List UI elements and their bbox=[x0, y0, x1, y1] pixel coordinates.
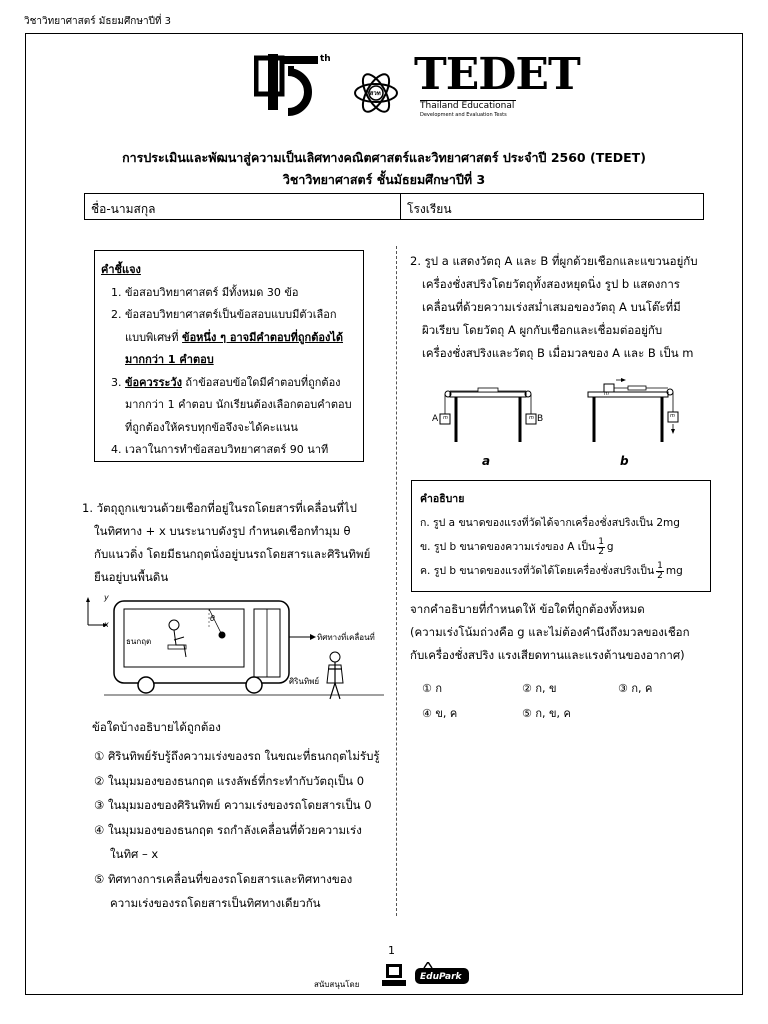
definition-1: ก. รูป a ขนาดของแรงที่วัดได้จากเครื่องชั่งสปริงเป็น 2mg bbox=[420, 517, 680, 529]
instruction-item-3e: ที่ถูกต้องให้ครบทุกข้อจึงจะได้คะแนน bbox=[125, 420, 298, 434]
q2-stem-line: ผิวเรียบ โดยวัตถุ A ผูกกับเชือกและเชื่อมต่ออยู่กับ bbox=[422, 323, 663, 337]
sponsor-label: สนับสนุนโดย bbox=[314, 980, 360, 989]
q1-choice-1[interactable]: ① ศิรินทิพย์รับรู้ถึงความเร่งของรถ ในขณะที่ธนกฤตไม่รับรู้ bbox=[94, 749, 380, 763]
q2-figure-b bbox=[584, 376, 684, 474]
fig-a-label-A: A bbox=[432, 414, 439, 424]
fig-b-mass-A: m bbox=[604, 391, 609, 397]
q2-prompt-line: (ความเร่งโน้มถ่วงคือ g และไม่ต้องคำนึงถึงมวลของเชือก bbox=[410, 625, 690, 639]
name-field[interactable] bbox=[85, 194, 401, 219]
instruction-text: ถ้าข้อสอบข้อใดมีคำตอบที่ถูกต้อง bbox=[181, 375, 341, 389]
q1-choice-3[interactable]: ③ ในมุมมองของศิรินทิพย์ ความเร่งของรถโดยสารเป็น 0 bbox=[94, 798, 372, 812]
q1-choice-5[interactable]: ⑤ ทิศทางการเคลื่อนที่ของรถโดยสารและทิศทางของ bbox=[94, 871, 353, 886]
definitions-heading: คำอธิบาย bbox=[420, 493, 465, 505]
instruction-text: 3. bbox=[111, 375, 125, 389]
axis-y-label: y bbox=[104, 593, 109, 602]
school-label: โรงเรียน bbox=[407, 202, 452, 216]
fraction-denominator: 2 bbox=[657, 570, 663, 581]
q2-option-3[interactable]: ③ ก, ค bbox=[618, 682, 653, 695]
q2-stem-line: เคลื่อนที่ด้วยความเร่งสม่ำเสมอของวัตถุ A บนโต๊ะที่มี bbox=[422, 300, 681, 314]
q1-stem-line: กับแนวดิ่ง โดยมีธนกฤตนั่งอยู่บนรถโดยสารและศิรินทิพย์ bbox=[94, 547, 371, 561]
q2-prompt bbox=[410, 598, 730, 667]
q2-stem-line: 2. รูป a แสดงวัตถุ A และ B ที่ผูกด้วยเชือกและแขวนอยู่กับ bbox=[410, 254, 698, 268]
instruction-item-3 bbox=[101, 372, 357, 395]
definition-unit: g bbox=[606, 541, 614, 553]
q2-option-5[interactable]: ⑤ ก, ข, ค bbox=[522, 707, 571, 720]
instruction-emphasis: ข้อควรระวัง bbox=[125, 375, 182, 389]
brand-name: TEDET bbox=[414, 49, 580, 100]
instructions-heading: คำชี้แจง bbox=[101, 263, 141, 276]
name-school-box bbox=[84, 193, 704, 220]
instruction-item-4: 4. เวลาในการทำข้อสอบวิทยาศาสตร์ 90 นาที bbox=[111, 443, 329, 456]
fraction bbox=[656, 562, 664, 581]
definition-3 bbox=[420, 559, 702, 583]
fig-b-caption: b bbox=[620, 454, 629, 468]
bus-diagram bbox=[84, 595, 384, 707]
fraction-numerator: 1 bbox=[598, 536, 604, 547]
fig-a-caption: a bbox=[482, 454, 491, 468]
table-diagram-a bbox=[432, 384, 544, 444]
instruction-item-2b bbox=[101, 327, 357, 350]
seal-text: สสวท bbox=[366, 90, 381, 97]
q2-prompt-line: กับเครื่องชั่งสปริง แรงเสียดทานและแรงต้านของอากาศ) bbox=[410, 648, 685, 662]
running-header: วิชาวิทยาศาสตร์ มัธยมศึกษาปีที่ 3 bbox=[24, 16, 172, 27]
pedestrian-label: ศิรินทิพย์ bbox=[289, 677, 320, 686]
tedet-logo bbox=[414, 49, 580, 120]
column-divider bbox=[396, 246, 397, 916]
exam-title: การประเมินและพัฒนาสู่ความเป็นเลิศทางคณิตศาสตร์และวิทยาศาสตร์ ประจำปี 2560 (TEDET) bbox=[122, 150, 646, 165]
fig-a-mass-A: m bbox=[443, 415, 448, 421]
sponsor-emblem-icon bbox=[380, 962, 408, 988]
definition-text: ข. รูป b ขนาดของความเร่งของ A เป็น bbox=[420, 541, 596, 553]
q1-choices bbox=[94, 744, 394, 916]
fraction-denominator: 2 bbox=[598, 546, 604, 557]
instruction-item-1: 1. ข้อสอบวิทยาศาสตร์ มีทั้งหมด 30 ข้อ bbox=[111, 285, 299, 299]
instruction-item-2d: มากกว่า 1 คำตอบ bbox=[125, 353, 214, 366]
anniversary-logo bbox=[254, 52, 334, 118]
q1-choice-4-cont: ในทิศ – x bbox=[110, 847, 159, 861]
page-number: 1 bbox=[388, 944, 395, 957]
q2-prompt-line: จากคำอธิบายที่กำหนดให้ ข้อใดที่ถูกต้องทั้งหมด bbox=[410, 602, 645, 616]
fraction bbox=[597, 538, 605, 557]
q2-option-4[interactable]: ④ ข, ค bbox=[422, 707, 458, 720]
q1-choice-2[interactable]: ② ในมุมมองของธนกฤต แรงลัพธ์ที่กระทำกับวัตถุเป็น 0 bbox=[94, 773, 365, 788]
school-field[interactable] bbox=[401, 194, 456, 219]
brand-line1: Thailand Educational bbox=[420, 101, 515, 111]
fig-b-mass-B: m bbox=[670, 413, 675, 419]
name-label: ชื่อ-นามสกุล bbox=[91, 202, 156, 216]
q1-choice-4[interactable]: ④ ในมุมมองของธนกฤต รถกำลังเคลื่อนที่ด้วยความเร่ง bbox=[94, 822, 362, 837]
sponsor-logo-2 bbox=[414, 962, 470, 988]
definition-unit: mg bbox=[665, 565, 683, 577]
axis-x-label: x bbox=[104, 620, 109, 629]
q1-stem bbox=[82, 497, 387, 589]
edupark-text: EduPark bbox=[420, 972, 462, 982]
q1-stem-line: 1. วัตถุถูกแขวนด้วยเชือกที่อยู่ในรถโดยสารที่เคลื่อนที่ไป bbox=[82, 501, 357, 515]
passenger-label: ธนกฤต bbox=[126, 637, 152, 646]
definition-2 bbox=[420, 535, 702, 559]
q2-stem bbox=[410, 250, 720, 365]
q1-stem-line: ในทิศทาง + x บนระนาบดังรูป กำหนดเชือกทำมุม θ bbox=[94, 524, 351, 538]
instruction-text: แบบพิเศษที่ bbox=[125, 330, 183, 344]
instruction-emphasis: ข้อหนึ่ง ๆ อาจมีคำตอบที่ถูกต้องได้ bbox=[182, 330, 343, 344]
q2-option-1[interactable]: ① ก bbox=[422, 682, 443, 695]
q1-bus-figure bbox=[84, 595, 384, 707]
q2-stem-line: เครื่องชั่งสปริงโดยวัตถุทั้งสองหยุดนิ่ง รูป b แสดงการ bbox=[422, 277, 680, 291]
direction-label: ทิศทางที่เคลื่อนที่ bbox=[317, 633, 375, 642]
sponsor-logo-1 bbox=[380, 962, 408, 988]
q1-prompt: ข้อใดบ้างอธิบายได้ถูกต้อง bbox=[92, 720, 221, 734]
brand-line2: Development and Evaluation Tests bbox=[420, 112, 507, 118]
angle-label: θ bbox=[210, 614, 215, 623]
q2-stem-line: เครื่องชั่งสปริงและวัตถุ B เมื่อมวลของ A และ B เป็น m bbox=[422, 346, 694, 360]
instructions-box bbox=[94, 250, 364, 462]
q2-figure-a bbox=[432, 384, 544, 474]
instruction-item-3d: มากกว่า 1 คำตอบ นักเรียนต้องเลือกตอบคำตอบ bbox=[125, 398, 352, 411]
definition-text: ค. รูป b ขนาดของแรงที่วัดได้โดยเครื่องชั่งสปริงเป็น bbox=[420, 565, 655, 577]
exam-subtitle: วิชาวิทยาศาสตร์ ชั้นมัธยมศึกษาปีที่ 3 bbox=[282, 172, 486, 187]
table-diagram-b bbox=[584, 376, 684, 444]
instruction-item-2a: 2. ข้อสอบวิทยาศาสตร์เป็นข้อสอบแบบมีตัวเลือก bbox=[111, 308, 337, 321]
fig-a-label-B: B bbox=[537, 414, 544, 424]
anniversary-suffix: th bbox=[320, 54, 331, 64]
fraction-numerator: 1 bbox=[657, 560, 663, 571]
q2-definitions-box bbox=[411, 480, 711, 592]
q2-option-2[interactable]: ② ก, ข bbox=[522, 682, 557, 695]
q1-stem-line: ยืนอยู่บนพื้นดิน bbox=[94, 570, 169, 584]
q1-choice-5-cont: ความเร่งของรถโดยสารเป็นทิศทางเดียวกัน bbox=[110, 896, 321, 910]
fig-a-mass-B: m bbox=[529, 415, 534, 421]
ipst-seal bbox=[353, 70, 399, 116]
